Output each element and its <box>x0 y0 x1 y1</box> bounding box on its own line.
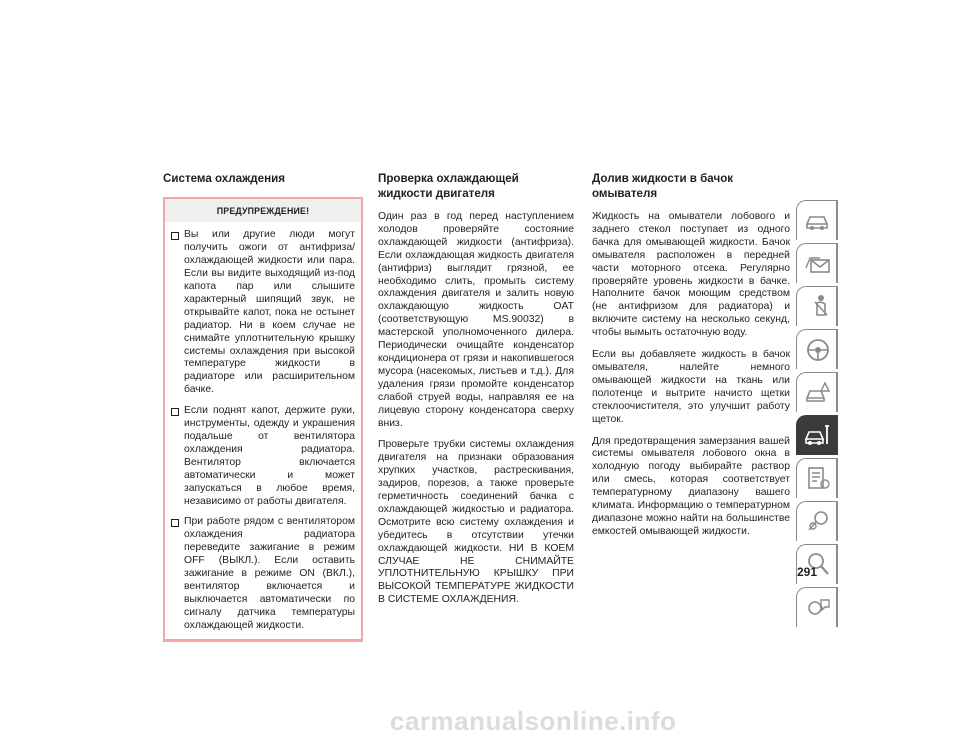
cooling-system-column <box>163 172 363 642</box>
tab-car-service[interactable] <box>796 415 838 455</box>
language-icon <box>803 592 833 622</box>
square-bullet-icon <box>171 408 179 416</box>
page-number: 291 <box>797 565 818 579</box>
paragraph: Если вы добавляете жидкость в бачок омывателя, налейте немного омывающей жидкости на ткань или полотенце и вытрите начисто щетки стеклоочистителя, это улучшит работу щеток. <box>592 349 790 425</box>
watermark: carmanualsonline.info <box>390 706 677 736</box>
paragraph: Проверьте трубки системы охлаждения двигателя на признаки образования хрупких участков, растрескивания, задиров, порезов, а также проверьте герметичность соединений бачка с охлаждающей жидкостью и радиатора. Осмотрите всю систему охлаждения и убедитесь в отсутствии утечки охлаждающей жидкости. НИ В КОЕМ СЛУЧАЕ НЕ СНИМАЙТЕ УПЛОТНИТЕЛЬНУЮ КРЫШКУ ПРИ ВЫСОКОЙ ТЕМПЕРАТУРЕ ЖИДКОСТИ В СИСТЕМЕ ОХЛАЖДЕНИЯ. <box>378 439 574 606</box>
car-info-icon <box>803 205 833 235</box>
warning-text: Вы или другие люди могут получить ожоги от антифриза/охлаждающей жидкости или пара. Если вы видите выходящий из-под капота пар или слышите характерный шипящий звук, не открывайте капот, пока не остынет радиатор. Ни в коем случае не снимайте уплотнительную крышку системы охлаждения при высокой температуре жидкости в радиаторе или расширительном бачке. <box>184 229 355 396</box>
specifications-icon <box>803 463 833 493</box>
warning-item <box>165 405 361 508</box>
tab-car-info[interactable] <box>796 200 838 240</box>
seatbelt-icon <box>803 291 833 321</box>
warning-box <box>163 197 363 642</box>
warning-item <box>165 229 361 397</box>
tab-envelope[interactable] <box>796 243 838 283</box>
tab-language[interactable] <box>796 587 838 627</box>
envelope-icon <box>803 248 833 278</box>
washer-fluid-column <box>592 172 790 548</box>
tab-car-crash[interactable] <box>796 372 838 412</box>
warning-item <box>165 516 361 632</box>
tab-specifications[interactable] <box>796 458 838 498</box>
warning-text: Если поднят капот, держите руки, инструменты, одежду и украшения подальше от вентилятора охлаждения радиатора. Вентилятор включается автоматически и может запускаться в любое время, независимо от работы двигателя. <box>184 405 355 507</box>
coolant-check-column <box>378 172 574 616</box>
car-crash-icon <box>803 377 833 407</box>
paragraph: Для предотвращения замерзания вашей системы омывателя лобового окна в холодную погоду выбирайте раствор или смесь, которая соответствует температурному диапазону вашего климата. Информацию о температурном диапазоне можно найти на большинстве емкостей омывающей жидкости. <box>592 435 790 537</box>
paragraph: Жидкость на омыватели лобового и заднего стекол поступает из одного бачка для омывающей жидкости. Бачок омывателя расположен в передней части моторного отсека. Регулярно проверяйте уровень жидкости в бачке. Наполните бачок моющим средством (не антифризом для радиатора) и включите систему на несколько секунд, чтобы вымыть остаточную воду. <box>592 211 790 339</box>
square-bullet-icon <box>171 232 179 240</box>
warning-text: При работе рядом с вентилятором охлаждения радиатора переведите зажигание в режим OFF (ВЫКЛ.). Если оставить зажигание в режиме ON (ВКЛ.), вентилятор включается и выключается автоматически по сигналу датчика температуры охлаждающей жидкости. <box>184 516 355 631</box>
square-bullet-icon <box>171 519 179 527</box>
tab-seatbelt[interactable] <box>796 286 838 326</box>
tab-steering-wheel[interactable] <box>796 329 838 369</box>
car-service-icon <box>803 420 833 450</box>
multimedia-icon <box>803 506 833 536</box>
section-heading-washer-fluid: Долив жидкости в бачок омывателя <box>592 172 734 200</box>
section-heading-coolant-check: Проверка охлаждающей жидкости двигателя <box>378 172 519 200</box>
tab-multimedia[interactable] <box>796 501 838 541</box>
steering-wheel-icon <box>803 334 833 364</box>
section-heading-cooling-system: Система охлаждения <box>163 172 285 185</box>
paragraph: Один раз в год перед наступлением холодов проверяйте состояние охлаждающей жидкости (антифриза). Если охлаждающая жидкость двигателя (антифриз) выглядит грязной, ее необходимо слить, промыть систему охлаждения двигателя и залить новую охлаждающую жидкость OAT (соответствующую MS.90032) в мастерской уполномоченного дилера. Периодически очищайте конденсатор кондиционера от грязи и накопившегося мусора (насекомых, листьев и т.д.). Для удаления грязи промойте конденсатор слабой струей воды, направляя ее на лицевую сторону конденсатора сверху вниз. <box>378 211 574 429</box>
warning-title: ПРЕДУПРЕЖДЕНИЕ! <box>165 199 361 223</box>
